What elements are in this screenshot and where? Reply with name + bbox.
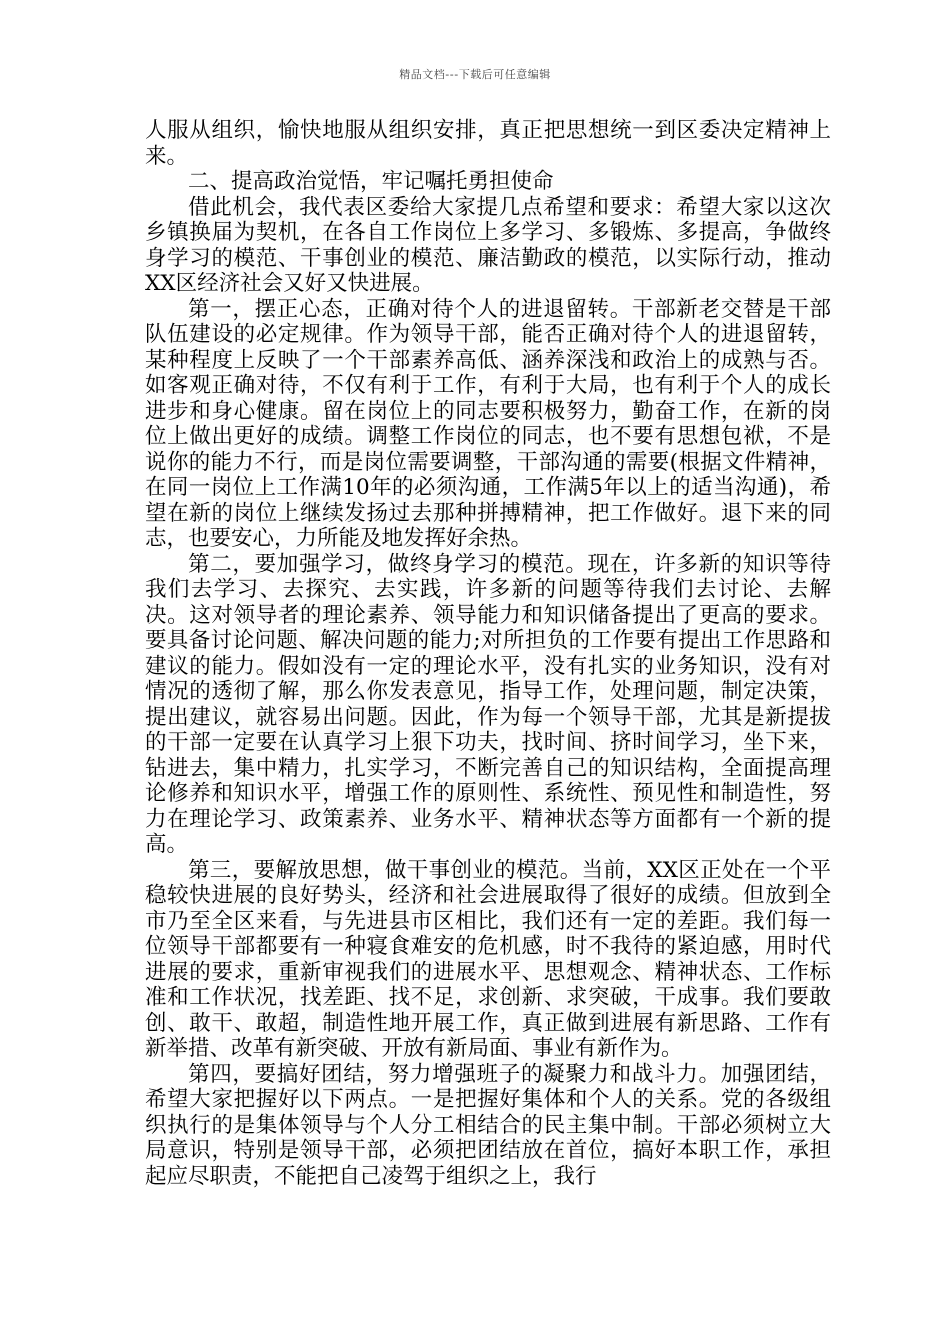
document-body (145, 118, 831, 1189)
paragraph: 第三，要解放思想，做干事创业的模范。当前，XX区正处在一个平稳较快进展的良好势头，经济和社会进展取得了很好的成绩。但放到全市乃至全区来看，与先进县市区相比，我们还有一定的差距。我们每一位领导干部都要有一种寝食难安的危机感，时不我待的紧迫感，用时代进展的要求，重新审视我们的进展水平、思想观念、精神状态、工作标准和工作状况，找差距、找不足，求创新、求突破，干成事。我们要敢创、敢干、敢超，制造性地开展工作，真正做到进展有新思路、工作有新举措、改革有新突破、开放有新局面、事业有新作为。 (145, 857, 831, 1061)
section-heading: 二、提高政治觉悟，牢记嘱托勇担使命 (188, 169, 554, 194)
paragraph-continuation: 人服从组织，愉快地服从组织安排，真正把思想统一到区委决定精神上来。 (145, 118, 831, 169)
paragraph: 借此机会，我代表区委给大家提几点希望和要求：希望大家以这次乡镇换届为契机，在各自工作岗位上多学习、多锻炼、多提高，争做终身学习的模范、干事创业的模范、廉洁勤政的模范，以实际行动，推动XX区经济社会又好又快进展。 (145, 194, 831, 296)
paragraph: 第四，要搞好团结，努力增强班子的凝聚力和战斗力。加强团结，希望大家把握好以下两点。一是把握好集体和个人的关系。党的各级组织执行的是集体领导与个人分工相结合的民主集中制。干部必须树立大局意识，特别是领导干部，必须把团结放在首位，搞好本职工作，承担起应尽职责，不能把自己凌驾于组织之上，我行 (145, 1061, 831, 1189)
paragraph: 第一，摆正心态，正确对待个人的进退留转。干部新老交替是干部队伍建设的必定规律。作为领导干部，能否正确对待个人的进退留转，某种程度上反映了一个干部素养高低、涵养深浅和政治上的成熟与否。如客观正确对待，不仅有利于工作，有利于大局，也有利于个人的成长进步和身心健康。留在岗位上的同志要积极努力，勤奋工作，在新的岗位上做出更好的成绩。调整工作岗位的同志，也不要有思想包袱，不是说你的能力不行，而是岗位需要调整，干部沟通的需要(根据文件精神，在同一岗位上工作满10年的必须沟通，工作满5年以上的适当沟通)，希望在新的岗位上继续发扬过去那种拼搏精神，把工作做好。退下来的同志，也要安心，力所能及地发挥好余热。 (145, 296, 831, 551)
paragraph: 第二，要加强学习，做终身学习的模范。现在，许多新的知识等待我们去学习、去探究、去实践，许多新的问题等待我们去讨论、去解决。这对领导者的理论素养、领导能力和知识储备提出了更高的要求。要具备讨论问题、解决问题的能力;对所担负的工作要有提出工作思路和建议的能力。假如没有一定的理论水平，没有扎实的业务知识，没有对情况的透彻了解，那么你发表意见，指导工作，处理问题，制定决策，提出建议，就容易出问题。因此，作为每一个领导干部，尤其是新提拔的干部一定要在认真学习上狠下功夫，找时间、挤时间学习，坐下来，钻进去，集中精力，扎实学习，不断完善自己的知识结构，全面提高理论修养和知识水平，增强工作的原则性、系统性、预见性和制造性，努力在理论学习、政策素养、业务水平、精神状态等方面都有一个新的提高。 (145, 551, 831, 857)
page-header: 精品文档---下载后可任意编辑 (399, 68, 551, 81)
